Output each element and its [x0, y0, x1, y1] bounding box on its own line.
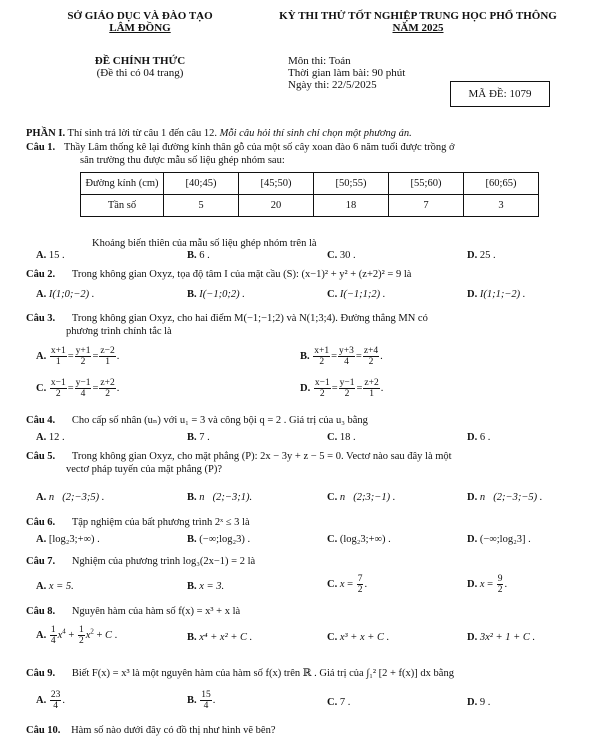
option-a[interactable]: [36, 580, 74, 593]
option-d[interactable]: D. x = $\frac{9}{2}$ .: [467, 574, 508, 595]
option-label: B.: [187, 534, 197, 545]
option-c[interactable]: [327, 288, 385, 301]
option-b[interactable]: [187, 249, 210, 262]
exam-time: Thời gian làm bài: 90 phút: [288, 67, 406, 79]
option-label: A.: [36, 492, 47, 503]
option-label: D.: [467, 534, 478, 545]
option-b[interactable]: B. $\frac{15}{4}$ .: [187, 690, 216, 711]
option-text: n⃗(2;−3;−5) .: [479, 492, 543, 503]
option-text: I(−1;0;2) .: [199, 289, 245, 300]
option-label: D.: [467, 432, 478, 443]
option-text: 7 .: [339, 697, 351, 708]
option-c[interactable]: [327, 249, 356, 262]
table-cell: [55;60): [389, 173, 464, 195]
part-intro: [26, 127, 586, 140]
question-10: [26, 724, 276, 737]
option-c[interactable]: [327, 533, 391, 546]
official-label: ĐỀ CHÍNH THỨC: [94, 55, 186, 67]
option-c[interactable]: C. $\frac{x-1}{2}$ = $\frac{y-1}{4}$ = $\frac{z+2}{2}$ .: [36, 378, 120, 399]
option-label: B.: [187, 432, 197, 443]
option-c[interactable]: [327, 696, 350, 709]
question-text: Cho cấp số nhân (uₙ) với u₁ = 3 và công bội q = 2 . Giá trị của u₃ bằng: [71, 415, 368, 426]
part-title: PHẦN I.: [26, 128, 66, 139]
question-text: Biết F(x) = x³ là một nguyên hàm của hàm số f(x) trên ℝ . Giá trị của ∫₁² [2 + f(x)] dx bằng: [71, 668, 454, 679]
option-a[interactable]: [36, 431, 65, 444]
table-header-cell: Tần số: [81, 195, 164, 217]
option-text: n⃗(2;3;−1) .: [339, 492, 396, 503]
exam-code-box: [450, 81, 550, 107]
question-9: [26, 667, 586, 680]
question-text: Hàm số nào dưới đây có đồ thị như hình vẽ bên?: [71, 725, 276, 736]
option-text: 12 .: [48, 432, 65, 443]
question-2: [26, 268, 411, 281]
option-a[interactable]: [36, 288, 94, 301]
question-7: [26, 555, 255, 568]
option-label: A.: [36, 581, 47, 592]
option-label: B.: [187, 581, 197, 592]
question-text: Trong không gian Oxyz, cho mặt phẳng (P): 2x − 3y + z − 5 = 0. Vectơ nào sau đây là một: [71, 451, 452, 462]
option-label: D.: [467, 492, 478, 503]
option-label: D.: [467, 250, 478, 261]
option-text: x³ + x + C .: [339, 632, 390, 643]
question-number: Câu 3.: [26, 313, 56, 324]
option-text: 6 .: [479, 432, 491, 443]
exam-code: MÃ ĐỀ: 1079: [468, 88, 532, 100]
table-row: [81, 173, 539, 195]
option-text: n⃗(2;−3;5) .: [48, 492, 105, 503]
option-a[interactable]: [36, 533, 100, 546]
question-text: Nghiệm của phương trình log₃(2x−1) = 2 là: [71, 556, 256, 567]
option-c[interactable]: [327, 631, 389, 644]
question-3: [26, 312, 586, 338]
option-b[interactable]: [187, 533, 250, 546]
option-b[interactable]: [187, 288, 245, 301]
option-label: A.: [36, 250, 47, 261]
option-text: 25 .: [479, 250, 496, 261]
question-1: [26, 141, 586, 167]
option-text: x = 5.: [48, 581, 74, 592]
option-text: (−∞;log₂3) .: [199, 534, 251, 545]
question-text: Thầy Lâm thống kê lại đường kính thân gỗ của một số cây xoan đào 6 năm tuổi được trồng ở: [63, 142, 455, 153]
option-c[interactable]: C. x = $\frac{7}{2}$ .: [327, 574, 368, 595]
option-a[interactable]: [36, 249, 65, 262]
option-a[interactable]: A. $\frac{1}{4}$ $x^4$ + $\frac{1}{2}$ $x^2 + C$ .: [36, 625, 118, 646]
option-b[interactable]: [187, 431, 210, 444]
question-number: Câu 9.: [26, 668, 56, 679]
exam-date: Ngày thi: 22/5/2025: [288, 79, 377, 91]
option-text: (−∞;log₂3] .: [479, 534, 531, 545]
question-text-cont: phương trình chính tắc là: [66, 326, 172, 337]
option-text: I(1;0;−2) .: [48, 289, 95, 300]
table-cell: 3: [464, 195, 539, 217]
question-number: Câu 10.: [26, 725, 61, 736]
table-cell: [50;55): [314, 173, 389, 195]
option-label: B.: [187, 492, 197, 503]
option-label: A.: [36, 432, 47, 443]
option-text: 9 .: [479, 697, 491, 708]
option-d[interactable]: [467, 431, 490, 444]
option-label: D.: [467, 632, 478, 643]
option-label: B.: [187, 289, 197, 300]
option-b[interactable]: [187, 580, 224, 593]
question-8: [26, 605, 240, 618]
option-text: 18 .: [339, 432, 356, 443]
option-d[interactable]: [467, 491, 542, 504]
question-number: Câu 8.: [26, 606, 56, 617]
option-text: I(−1;1;2) .: [339, 289, 386, 300]
province-name: LÂM ĐỒNG: [109, 22, 171, 34]
option-text: 30 .: [339, 250, 356, 261]
option-text: [log₂3;+∞) .: [48, 534, 100, 545]
question-4: [26, 414, 368, 427]
page-count: (Đề thi có 04 trang): [96, 67, 184, 79]
option-label: D.: [467, 289, 478, 300]
table-cell: 18: [314, 195, 389, 217]
option-d[interactable]: [467, 249, 496, 262]
option-d[interactable]: [467, 631, 535, 644]
option-text: x = 3.: [199, 581, 225, 592]
option-text: 7 .: [199, 432, 210, 443]
option-d[interactable]: D. $\frac{x-1}{2}$ = $\frac{y-1}{2}$ = $\frac{z+2}{1}$ .: [300, 378, 384, 399]
option-label: C.: [327, 534, 338, 545]
table-cell: 7: [389, 195, 464, 217]
option-b[interactable]: B. $\frac{x+1}{2}$ = $\frac{y+3}{4}$ = $\frac{z+4}{2}$ .: [300, 346, 383, 367]
exam-year: NĂM 2025: [392, 22, 444, 34]
exam-title: KỲ THI THỬ TỐT NGHIỆP TRUNG HỌC PHỔ THÔNG: [279, 10, 557, 22]
question-text: Tập nghiệm của bất phương trình 2ˣ ≤ 3 là: [71, 517, 250, 528]
option-d[interactable]: [467, 288, 525, 301]
option-text: x⁴ + x² + C .: [199, 632, 253, 643]
option-label: A.: [36, 289, 47, 300]
option-c[interactable]: [327, 431, 356, 444]
option-label: C.: [327, 697, 338, 708]
option-label: D.: [467, 697, 478, 708]
option-b[interactable]: [187, 491, 252, 504]
department-name: SỞ GIÁO DỤC VÀ ĐÀO TẠO: [67, 10, 213, 22]
question-6: [26, 516, 250, 529]
option-label: C.: [327, 632, 338, 643]
question-text: Nguyên hàm của hàm số f(x) = x³ + x là: [71, 606, 241, 617]
table-cell: [45;50): [239, 173, 314, 195]
option-c[interactable]: [327, 491, 395, 504]
table-header-cell: Đường kính (cm): [81, 173, 164, 195]
option-label: C.: [327, 492, 338, 503]
option-a[interactable]: [36, 491, 104, 504]
question-number: Câu 4.: [26, 415, 56, 426]
question-number: Câu 6.: [26, 517, 56, 528]
question-number: Câu 5.: [26, 451, 56, 462]
option-label: C.: [327, 250, 338, 261]
option-label: C.: [327, 432, 338, 443]
table-row: [81, 195, 539, 217]
option-text: 6 .: [199, 250, 210, 261]
option-text: n⃗(2;−3;1).: [199, 492, 253, 503]
option-b[interactable]: [187, 631, 252, 644]
subject: Môn thi: Toán: [288, 55, 351, 67]
table-cell: [40;45): [164, 173, 239, 195]
frequency-table: [80, 172, 539, 217]
table-cell: 20: [239, 195, 314, 217]
question-text: Trong không gian Oxyz, tọa độ tâm I của mặt cầu (S): (x−1)² + y² + (z+2)² = 9 là: [71, 269, 412, 280]
option-d[interactable]: [467, 696, 490, 709]
option-text: I(1;1;−2) .: [479, 289, 526, 300]
option-label: B.: [187, 632, 197, 643]
question-text-cont: sân trường thu được mẫu số liệu ghép nhóm sau:: [80, 155, 285, 166]
part-intro-text: Thí sinh trả lời từ câu 1 đến câu 12.: [65, 128, 220, 139]
option-label: C.: [327, 289, 338, 300]
option-label: B.: [187, 250, 197, 261]
table-caption: Khoảng biến thiên của mẫu số liệu ghép nhóm trên là: [92, 238, 317, 249]
option-text: (log₂3;+∞) .: [339, 534, 391, 545]
question-5: [26, 450, 586, 476]
table-cell: [60;65): [464, 173, 539, 195]
part-intro-note: Mỗi câu hỏi thí sinh chỉ chọn một phương án.: [219, 128, 412, 139]
question-number: Câu 2.: [26, 269, 56, 280]
table-cell: 5: [164, 195, 239, 217]
question-text: Trong không gian Oxyz, cho hai điểm M(−1;−1;2) và N(1;3;4). Đường thẳng MN có: [71, 313, 428, 324]
option-text: 15 .: [48, 250, 65, 261]
question-text-cont: vectơ pháp tuyến của mặt phẳng (P)?: [66, 464, 222, 475]
option-d[interactable]: [467, 533, 531, 546]
option-a[interactable]: A. $\frac{x+1}{1}$ = $\frac{y+1}{2}$ = $\frac{z-2}{1}$ .: [36, 346, 120, 367]
question-number: Câu 7.: [26, 556, 56, 567]
option-label: A.: [36, 534, 47, 545]
option-a[interactable]: A. $\frac{23}{4}$ .: [36, 690, 65, 711]
question-number: Câu 1.: [26, 142, 56, 153]
option-text: 3x² + 1 + C .: [479, 632, 536, 643]
